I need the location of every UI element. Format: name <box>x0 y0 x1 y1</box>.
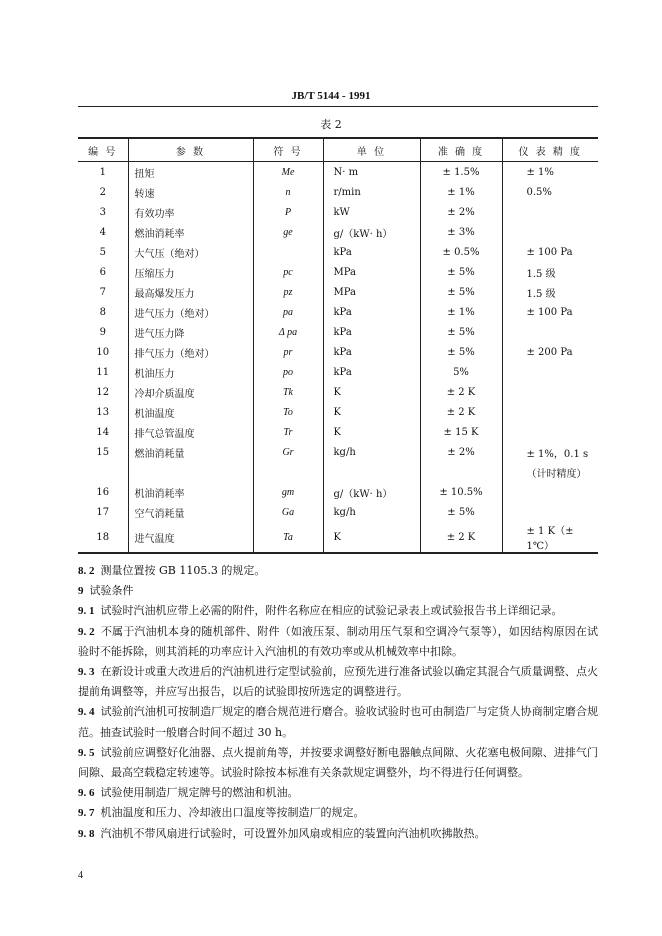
clause-text: 试验时汽油机应带上必需的附件，附件名称应在相应的试验记录表上或试验报告书上详细记录。 <box>100 604 563 618</box>
col-header-symbol: 符 号 <box>253 138 323 162</box>
row-number: 2 <box>78 182 128 202</box>
table-row <box>78 182 598 202</box>
row-accuracy: ± 2 K <box>420 382 502 402</box>
row-accuracy: ± 15 K <box>420 422 502 442</box>
clause-paragraph <box>78 803 598 823</box>
row-number: 13 <box>78 402 128 422</box>
row-number: 11 <box>78 362 128 382</box>
table-row <box>78 302 598 322</box>
table-row <box>78 522 598 553</box>
row-parameter: 压缩压力 <box>128 262 253 282</box>
col-header-parameter: 参 数 <box>128 138 253 162</box>
row-number: 5 <box>78 242 128 262</box>
col-header-unit: 单 位 <box>323 138 420 162</box>
row-unit: K <box>323 382 420 402</box>
row-parameter: 转速 <box>128 182 253 202</box>
table-row <box>78 502 598 522</box>
clause-text: 汽油机不带风扇进行试验时，可设置外加风扇或相应的装置向汽油机吹拂散热。 <box>100 826 486 840</box>
clause-paragraph <box>78 662 598 702</box>
table-row <box>78 202 598 222</box>
row-symbol <box>253 462 323 482</box>
row-number: 1 <box>78 162 128 183</box>
row-symbol: Δ pa <box>253 322 323 342</box>
row-parameter: 进气压力（绝对） <box>128 302 253 322</box>
clause-text: 试验使用制造厂规定牌号的燃油和机油。 <box>100 786 299 800</box>
parameter-table <box>78 137 598 554</box>
row-accuracy: ± 0.5% <box>420 242 502 262</box>
row-instrument-precision: 0.5% <box>502 182 598 202</box>
row-symbol: Gr <box>253 442 323 462</box>
row-unit: g/（kW· h） <box>323 482 420 502</box>
table-row <box>78 282 598 302</box>
table-header-row <box>78 138 598 162</box>
row-accuracy: ± 1% <box>420 182 502 202</box>
clause-number: 9. 6 <box>78 787 95 800</box>
row-accuracy: ± 5% <box>420 282 502 302</box>
row-unit: kW <box>323 202 420 222</box>
clause-text: 在新设计或重大改进后的汽油机进行定型试验前，应预先进行准备试验以确定其混合气质量调整、点火提前角调整等，并应写出报告，以后的试验即按所选定的调整进行。 <box>78 665 599 699</box>
row-symbol: n <box>253 182 323 202</box>
row-instrument-precision <box>502 362 598 382</box>
row-instrument-precision: （计时精度） <box>502 462 598 482</box>
table-title: 表 2 <box>320 118 342 131</box>
table-row <box>78 382 598 402</box>
row-number: 16 <box>78 482 128 502</box>
clause-paragraph <box>78 622 598 662</box>
col-header-number: 编 号 <box>78 138 128 162</box>
row-parameter: 进气压力降 <box>128 322 253 342</box>
row-parameter: 机油消耗率 <box>128 482 253 502</box>
table-row <box>78 362 598 382</box>
row-unit: kPa <box>323 242 420 262</box>
row-unit: MPa <box>323 282 420 302</box>
row-symbol: pc <box>253 262 323 282</box>
row-parameter: 机油压力 <box>128 362 253 382</box>
clause-paragraph <box>78 783 598 803</box>
row-instrument-precision: ± 100 Pa <box>502 302 598 322</box>
row-number: 9 <box>78 322 128 342</box>
row-accuracy: ± 2% <box>420 202 502 222</box>
clause-number: 9. 2 <box>78 625 95 638</box>
row-unit: MPa <box>323 262 420 282</box>
row-instrument-precision: ± 200 Pa <box>502 342 598 362</box>
table-row <box>78 402 598 422</box>
row-parameter: 排气总管温度 <box>128 422 253 442</box>
clause-number: 9. 3 <box>78 666 95 679</box>
row-number: 15 <box>78 442 128 462</box>
row-accuracy: ± 1% <box>420 302 502 322</box>
row-instrument-precision: 1.5 级 <box>502 282 598 302</box>
table-row <box>78 422 598 442</box>
row-number: 17 <box>78 502 128 522</box>
clause-text: 试验前应调整好化油器、点火提前角等，并按要求调整好断电器触点间隙、火花塞电极间隙、进排气门间隙、最高空载稳定转速等。试验时除按本标准有关条款规定调整外，均不得进行任何调整。 <box>78 745 599 780</box>
row-parameter: 冷却介质温度 <box>128 382 253 402</box>
row-symbol: pz <box>253 282 323 302</box>
row-number: 8 <box>78 302 128 322</box>
row-instrument-precision <box>502 502 598 522</box>
col-header-instrument-precision: 仪 表 精 度 <box>502 138 598 162</box>
row-symbol: Tr <box>253 422 323 442</box>
row-symbol: Ga <box>253 502 323 522</box>
table-row <box>78 482 598 502</box>
row-unit: g/（kW· h） <box>323 222 420 242</box>
row-number: 3 <box>78 202 128 222</box>
row-unit: kPa <box>323 302 420 322</box>
row-accuracy: ± 10.5% <box>420 482 502 502</box>
row-instrument-precision: ± 1% <box>502 162 598 183</box>
row-instrument-precision <box>502 422 598 442</box>
row-instrument-precision <box>502 482 598 502</box>
row-parameter: 机油温度 <box>128 402 253 422</box>
row-unit: kPa <box>323 322 420 342</box>
row-number: 12 <box>78 382 128 402</box>
row-instrument-precision <box>502 322 598 342</box>
row-symbol <box>253 242 323 262</box>
row-accuracy: ± 5% <box>420 342 502 362</box>
clause-paragraph <box>78 561 598 581</box>
table-row <box>78 242 598 262</box>
row-accuracy: ± 2 K <box>420 402 502 422</box>
row-unit: kg/h <box>323 442 420 462</box>
row-symbol: pa <box>253 302 323 322</box>
clause-number: 9 <box>78 585 84 598</box>
clause-number: 9. 4 <box>78 706 95 719</box>
clause-number: 9. 5 <box>78 746 95 759</box>
row-instrument-precision: ± 1%，0.1 s <box>502 442 598 462</box>
table-row <box>78 322 598 342</box>
row-instrument-precision: ± 100 Pa <box>502 242 598 262</box>
row-instrument-precision: 1.5 级 <box>502 262 598 282</box>
row-unit: K <box>323 422 420 442</box>
header-rule <box>78 106 598 107</box>
row-symbol: P <box>253 202 323 222</box>
row-accuracy: ± 5% <box>420 262 502 282</box>
row-number: 7 <box>78 282 128 302</box>
row-parameter: 最高爆发压力 <box>128 282 253 302</box>
row-parameter: 燃油消耗率 <box>128 222 253 242</box>
row-number: 6 <box>78 262 128 282</box>
clause-paragraph <box>78 601 598 621</box>
row-number: 10 <box>78 342 128 362</box>
page-number: 4 <box>78 870 83 881</box>
clause-paragraph <box>78 743 598 783</box>
clause-number: 9. 8 <box>78 827 95 840</box>
row-number: 14 <box>78 422 128 442</box>
row-number: 4 <box>78 222 128 242</box>
row-unit: kPa <box>323 342 420 362</box>
row-parameter: 排气压力（绝对） <box>128 342 253 362</box>
table-row <box>78 342 598 362</box>
row-unit: N· m <box>323 162 420 183</box>
row-parameter: 有效功率 <box>128 202 253 222</box>
row-unit: K <box>323 522 420 553</box>
row-accuracy: ± 2% <box>420 442 502 462</box>
row-instrument-precision: ± 1 K（± 1℃） <box>502 522 598 553</box>
clause-paragraph <box>78 702 598 742</box>
row-unit <box>323 462 420 482</box>
row-parameter: 燃油消耗量 <box>128 442 253 462</box>
clause-text: 试验前汽油机可按制造厂规定的磨合规范进行磨合。验收试验时也可由制造厂与定货人协商制定磨合规范。抽查试验时一般磨合时间不超过 30 h。 <box>78 705 599 739</box>
table-row <box>78 262 598 282</box>
clause-paragraph <box>78 581 598 601</box>
row-symbol: gm <box>253 482 323 502</box>
row-symbol: Me <box>253 162 323 183</box>
row-accuracy: 5% <box>420 362 502 382</box>
row-unit: r/min <box>323 182 420 202</box>
row-unit: K <box>323 402 420 422</box>
clause-text: 试验条件 <box>89 584 134 598</box>
standard-code: JB/T 5144 - 1991 <box>291 90 371 102</box>
row-accuracy: ± 2 K <box>420 522 502 553</box>
row-accuracy: ± 5% <box>420 502 502 522</box>
table-row <box>78 442 598 462</box>
row-accuracy: ± 5% <box>420 322 502 342</box>
row-parameter: 进气温度 <box>128 522 253 553</box>
row-parameter: 大气压（绝对） <box>128 242 253 262</box>
row-parameter: 扭矩 <box>128 162 253 183</box>
table-body <box>78 162 598 554</box>
row-instrument-precision <box>502 202 598 222</box>
row-accuracy <box>420 462 502 482</box>
table-row <box>78 462 598 482</box>
row-symbol: pr <box>253 342 323 362</box>
clause-text: 测量位置按 GB 1105.3 的规定。 <box>100 564 266 577</box>
row-unit: kPa <box>323 362 420 382</box>
clause-number: 8. 2 <box>78 565 95 577</box>
row-symbol: po <box>253 362 323 382</box>
body-text <box>78 561 598 844</box>
row-accuracy: ± 1.5% <box>420 162 502 183</box>
row-number <box>78 462 128 482</box>
row-instrument-precision <box>502 222 598 242</box>
row-parameter <box>128 462 253 482</box>
row-unit: kg/h <box>323 502 420 522</box>
col-header-accuracy: 准 确 度 <box>420 138 502 162</box>
clause-paragraph <box>78 824 598 844</box>
clause-text: 不属于汽油机本身的随机部件、附件（如液压泵、制动用压气泵和空调冷气泵等），如因结构原因在试验时不能拆除，则其消耗的功率应计入汽油机的有效功率或从机械效率中扣除。 <box>78 624 599 658</box>
row-instrument-precision <box>502 402 598 422</box>
clause-number: 9. 1 <box>78 605 95 618</box>
row-instrument-precision <box>502 382 598 402</box>
row-symbol: Tk <box>253 382 323 402</box>
row-symbol: Ta <box>253 522 323 553</box>
clause-text: 机油温度和压力、冷却液出口温度等按制造厂的规定。 <box>100 806 365 820</box>
row-symbol: ge <box>253 222 323 242</box>
row-accuracy: ± 3% <box>420 222 502 242</box>
table-row <box>78 222 598 242</box>
clause-number: 9. 7 <box>78 807 95 820</box>
row-number: 18 <box>78 522 128 553</box>
row-parameter: 空气消耗量 <box>128 502 253 522</box>
table-row <box>78 162 598 183</box>
row-symbol: To <box>253 402 323 422</box>
